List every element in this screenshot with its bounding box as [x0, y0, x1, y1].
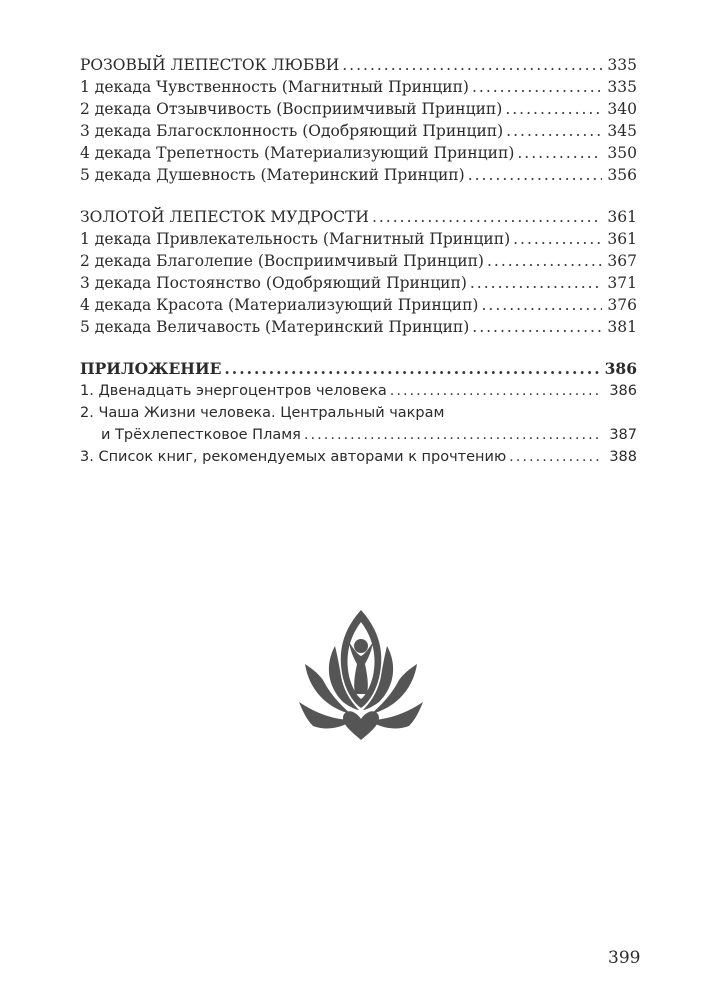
toc-section-heading[interactable] — [80, 358, 637, 380]
toc-entry-page: 350 — [607, 144, 637, 162]
dot-leader — [390, 380, 602, 402]
toc-entry-title: ЗОЛОТОЙ ЛЕПЕСТОК МУДРОСТИ — [80, 208, 369, 226]
toc-entry-page: 388 — [609, 449, 637, 465]
toc-entry-page: 367 — [607, 252, 637, 270]
toc-entry-title: 3. Список книг, рекомендуемых авторами к прочтению — [80, 449, 507, 465]
toc-entry-page: 361 — [607, 208, 637, 226]
section-spacer — [80, 338, 637, 358]
toc-entry-page: 345 — [607, 122, 637, 140]
toc-entry[interactable] — [80, 98, 637, 120]
lotus-icon — [299, 608, 423, 740]
toc-entry-title: 3 декада Благосклонность (Одобряющий Принцип) — [80, 122, 504, 140]
dot-leader — [472, 316, 602, 338]
toc-entry-title: 2 декада Благолепие (Восприимчивый Принцип) — [80, 252, 484, 270]
toc-entry-title: 1 декада Чувственность (Магнитный Принцип) — [80, 78, 469, 96]
dot-leader — [506, 120, 602, 142]
dot-leader — [468, 164, 602, 186]
toc-entry-title: 3 декада Постоянство (Одобряющий Принцип) — [80, 274, 467, 292]
toc-entry[interactable] — [80, 294, 637, 316]
section-spacer — [80, 186, 637, 206]
dot-leader — [505, 98, 602, 120]
dot-leader — [342, 54, 602, 76]
dot-leader — [472, 76, 602, 98]
toc-entry-title: ПРИЛОЖЕНИЕ — [80, 359, 222, 378]
toc-entry[interactable] — [80, 228, 637, 250]
toc-entry[interactable] — [80, 272, 637, 294]
toc-entry-page: 356 — [607, 166, 637, 184]
page-number: 399 — [608, 948, 641, 968]
dot-leader — [481, 294, 602, 316]
toc-entry-title: 4 декада Трепетность (Материализующий Принцип) — [80, 144, 515, 162]
toc-entry-title-continued: и Трёхлепестковое Пламя — [101, 427, 301, 443]
toc-entry-first-line[interactable] — [80, 402, 637, 424]
toc-entry-page: 335 — [607, 78, 637, 96]
toc-entry[interactable] — [80, 424, 637, 446]
toc-entry[interactable] — [80, 164, 637, 186]
toc-entry-page: 361 — [607, 230, 637, 248]
toc-entry-page: 340 — [607, 100, 637, 118]
toc-entry-title: 2 декада Отзывчивость (Восприимчивый Принцип) — [80, 100, 503, 118]
toc-entry-title: 4 декада Красота (Материализующий Принцип) — [80, 296, 479, 314]
toc-entry-title: РОЗОВЫЙ ЛЕПЕСТОК ЛЮБВИ — [80, 56, 340, 74]
dot-leader — [517, 142, 602, 164]
toc-entry-title: 1 декада Привлекательность (Магнитный Принцип) — [80, 230, 511, 248]
table-of-contents — [80, 54, 637, 468]
toc-entry-title: 5 декада Величавость (Материнский Принцип) — [80, 318, 470, 336]
toc-entry[interactable] — [80, 76, 637, 98]
toc-entry-page: 386 — [609, 383, 637, 399]
toc-entry-page: 371 — [607, 274, 637, 292]
toc-entry-page: 381 — [607, 318, 637, 336]
toc-entry-title: 5 декада Душевность (Материнский Принцип) — [80, 166, 465, 184]
toc-section-heading[interactable] — [80, 206, 637, 228]
toc-entry-title: 2. Чаша Жизни человека. Центральный чакрам — [80, 405, 445, 421]
dot-leader — [487, 250, 602, 272]
dot-leader — [304, 424, 602, 446]
toc-entry[interactable] — [80, 446, 637, 468]
toc-entry-title: 1. Двенадцать энергоцентров человека — [80, 383, 387, 399]
toc-entry-page: 376 — [607, 296, 637, 314]
dot-leader — [372, 206, 602, 228]
toc-entry-page: 386 — [604, 359, 637, 378]
dot-leader — [470, 272, 602, 294]
dot-leader — [509, 446, 602, 468]
toc-entry[interactable] — [80, 142, 637, 164]
toc-entry[interactable] — [80, 250, 637, 272]
dot-leader — [224, 358, 601, 380]
toc-entry[interactable] — [80, 316, 637, 338]
appendix-section — [80, 358, 637, 468]
toc-entry[interactable] — [80, 120, 637, 142]
toc-entry-page: 335 — [607, 56, 637, 74]
toc-entry-page: 387 — [609, 427, 637, 443]
toc-section-heading[interactable] — [80, 54, 637, 76]
dot-leader — [513, 228, 602, 250]
toc-entry[interactable] — [80, 380, 637, 402]
